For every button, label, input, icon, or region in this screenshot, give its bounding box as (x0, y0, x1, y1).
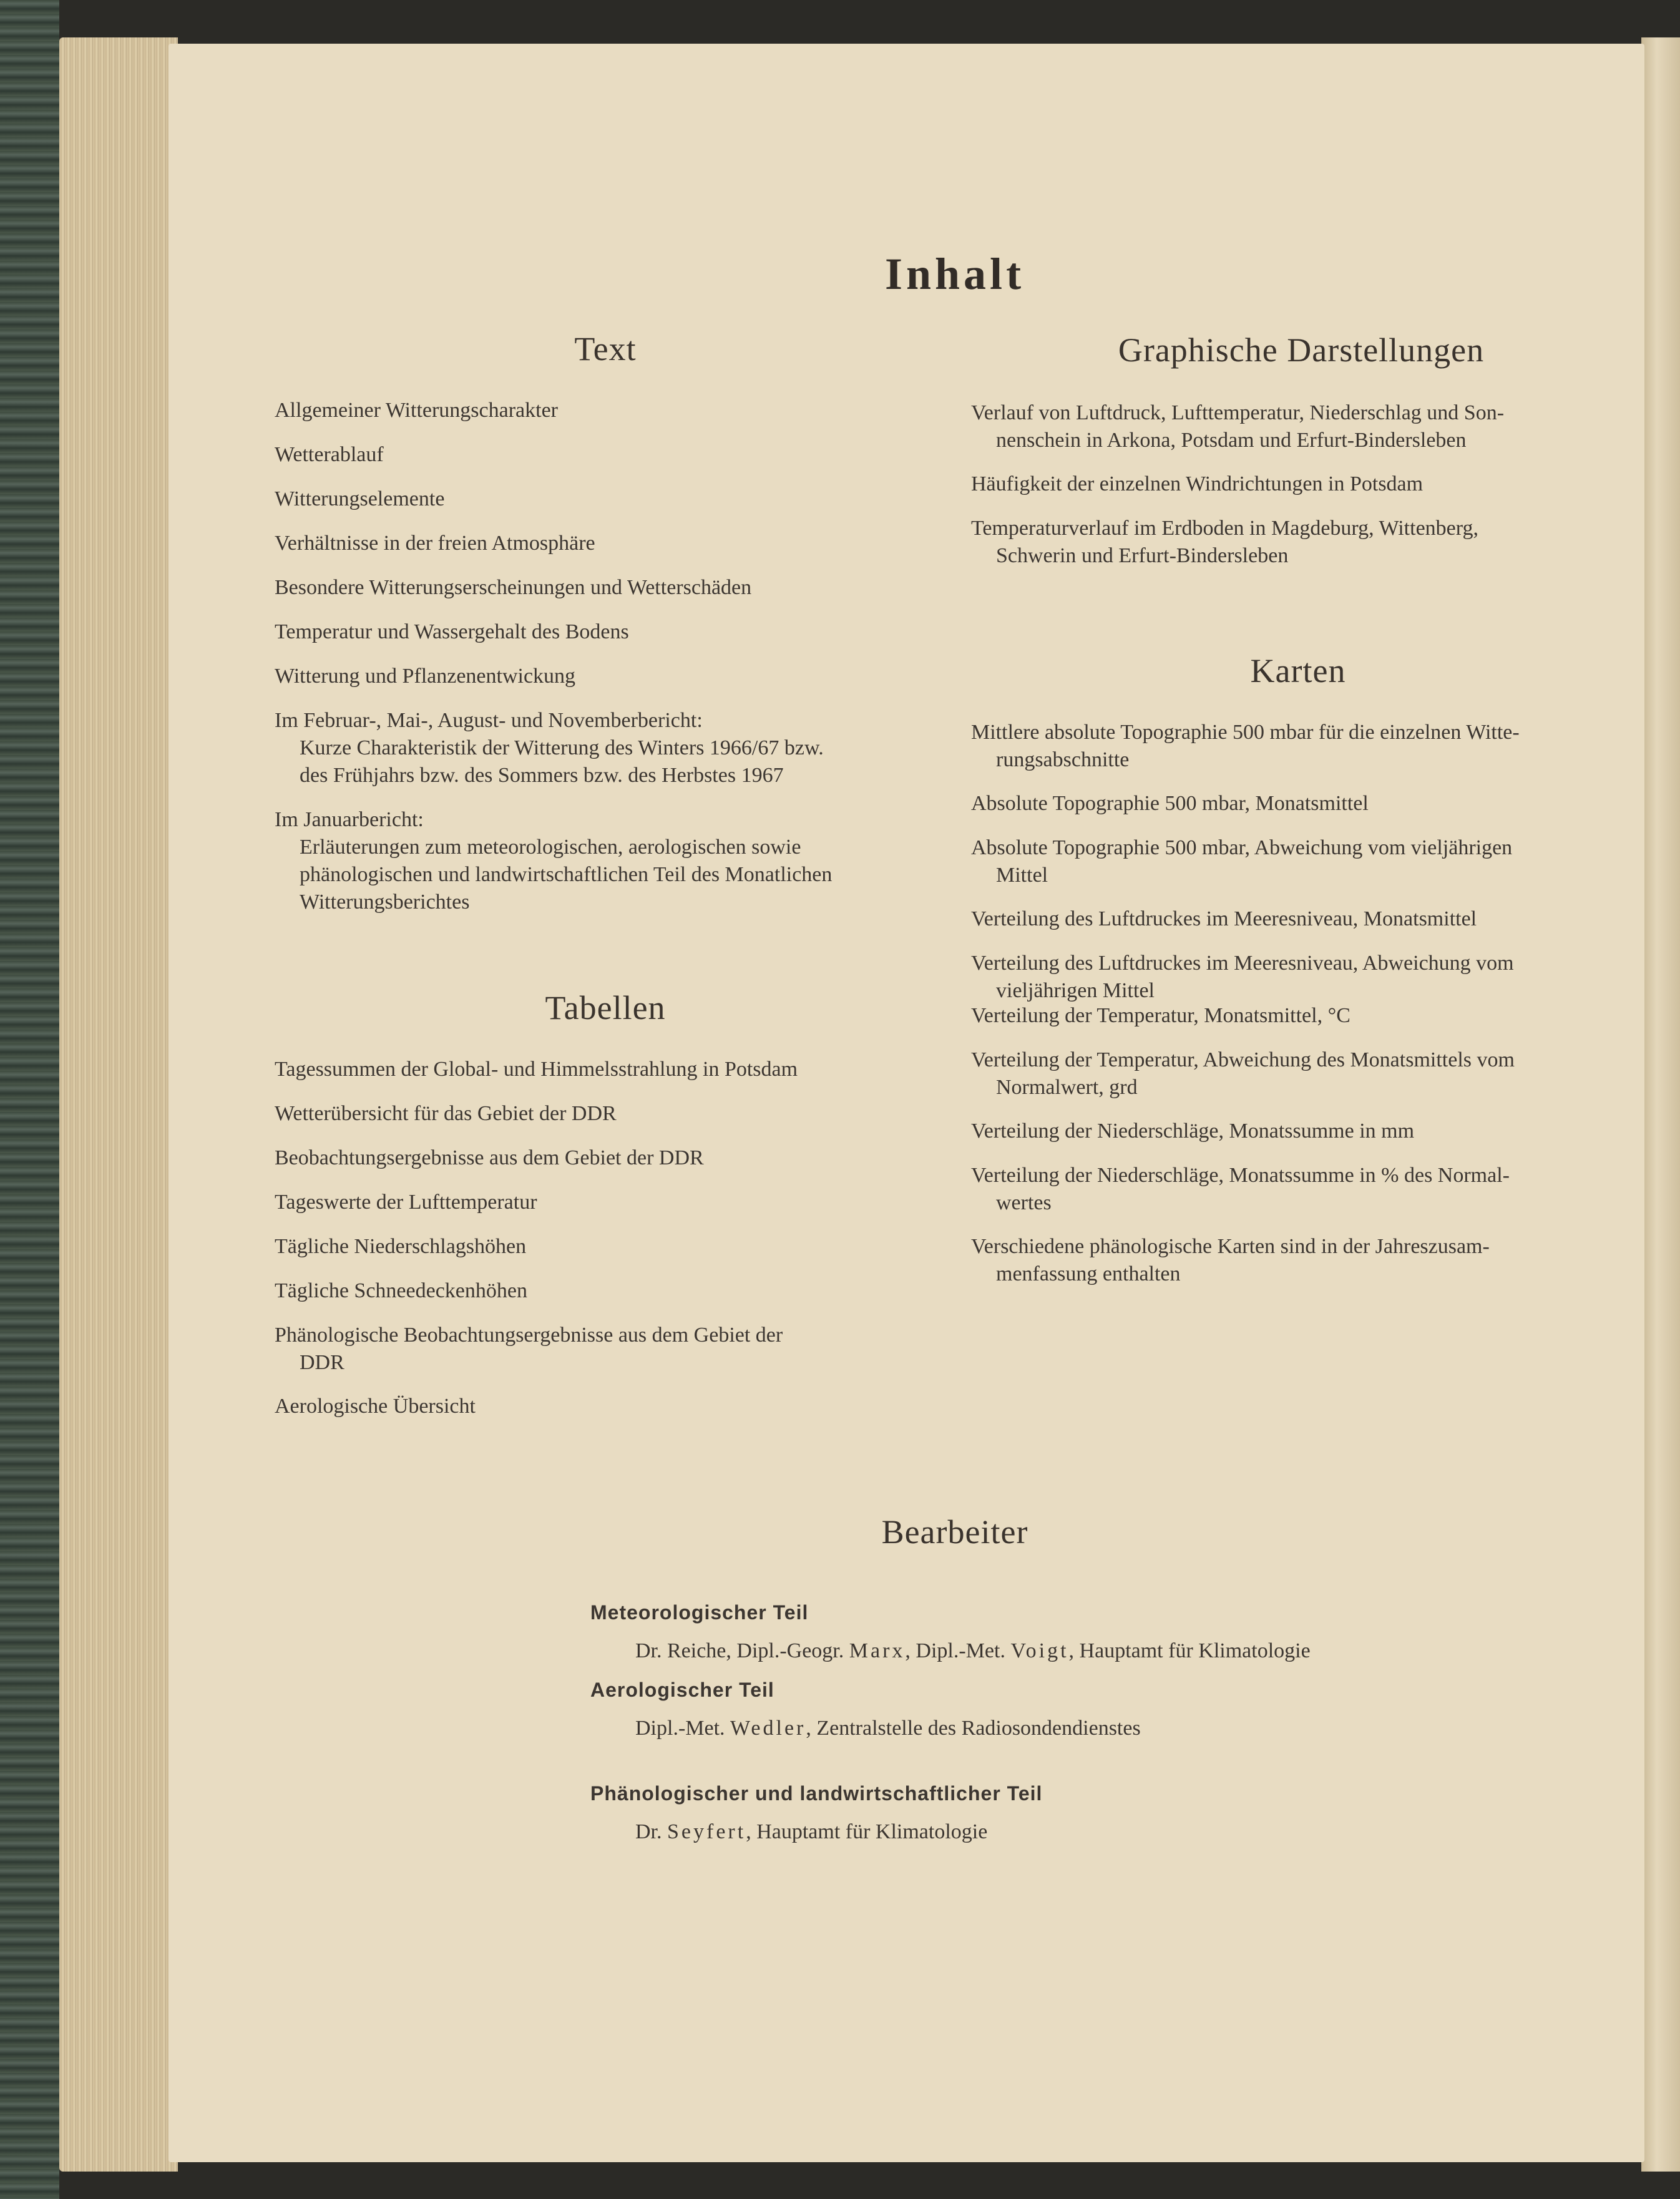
karten-line: Normalwert, grd (996, 1076, 1138, 1099)
karten-line: Absolute Topographie 500 mbar, Monatsmittel (971, 792, 1369, 815)
karten-line: Mittlere absolute Topographie 500 mbar für die einzelnen Witte- (971, 721, 1520, 744)
list-item: Tägliche Schneedeckenhöhen (275, 1279, 527, 1302)
editor-name: Seyfert (667, 1820, 746, 1843)
book-binding (0, 0, 59, 2199)
phaeno-line: DDR (300, 1351, 344, 1374)
list-item: Häufigkeit der einzelnen Windrichtungen in Potsdam (971, 472, 1424, 495)
list-item (971, 399, 1629, 454)
january-report-line: Witterungsberichtes (300, 890, 470, 914)
january-report-line: Erläuterungen zum meteorologischen, aerologischen sowie (300, 836, 801, 859)
list-item: Temperatur und Wassergehalt des Bodens (275, 620, 629, 643)
list-item: Aerologische Übersicht (275, 1395, 476, 1418)
karten-line: Verteilung der Temperatur, Abweichung des Monatsmittels vom (971, 1048, 1515, 1071)
editor-name: Wedler (730, 1717, 806, 1740)
list-item: Tagessummen der Global- und Himmelsstrahlung in Potsdam (275, 1058, 798, 1081)
list-item: Witterung und Pflanzenentwickung (275, 665, 576, 688)
list-item: Wetterablauf (275, 443, 384, 466)
list-item-phaenologische (275, 1322, 936, 1377)
karten-line: Verteilung der Niederschläge, Monatssumme in % des Normal- (971, 1164, 1510, 1187)
phaeno-editors (635, 1818, 987, 1846)
list-item (971, 1118, 1629, 1145)
list-item: Witterungselemente (275, 487, 445, 510)
phaeno-text: , Hauptamt für Klimatologie (746, 1820, 988, 1843)
aero-label: Aerologischer Teil (590, 1679, 774, 1701)
list-item (971, 1162, 1629, 1217)
graphische-line: Verlauf von Luftdruck, Lufttemperatur, Niederschlag und Son- (971, 401, 1505, 424)
karten-line: Absolute Topographie 500 mbar, Abweichung vom vieljährigen (971, 836, 1513, 859)
list-item: Tageswerte der Lufttemperatur (275, 1191, 537, 1214)
list-item (971, 790, 1629, 817)
meteo-text: Dr. Reiche, Dipl.-Geogr. (635, 1639, 849, 1662)
text-heading: Text (574, 330, 637, 368)
phaeno-text: Dr. (635, 1820, 667, 1843)
next-page-edge (1641, 37, 1680, 2172)
karten-line: menfassung enthalten (996, 1262, 1181, 1285)
aero-text: Dipl.-Met. (635, 1717, 731, 1740)
karten-line: wertes (996, 1191, 1052, 1214)
phaeno-line: Phänologische Beobachtungsergebnisse aus dem Gebiet der (275, 1324, 783, 1347)
karten-line: Verteilung des Luftdruckes im Meeresniveau, Abweichung vom (971, 952, 1514, 975)
january-report-lead: Im Januarbericht: (275, 808, 424, 831)
list-item-january-report (275, 806, 936, 916)
list-item (971, 905, 1629, 933)
karten-line: rungsabschnitte (996, 748, 1130, 771)
karten-line: Mittel (996, 864, 1048, 887)
karten-line: Verteilung der Niederschläge, Monatssumme in mm (971, 1119, 1415, 1143)
list-item (971, 719, 1629, 774)
list-item (971, 1046, 1629, 1101)
graphische-line: Temperaturverlauf im Erdboden in Magdeburg, Wittenberg, (971, 517, 1478, 540)
bearbeiter-heading: Bearbeiter (881, 1513, 1028, 1551)
list-item (971, 834, 1629, 889)
meteo-editors (635, 1637, 1311, 1665)
list-item: Wetterübersicht für das Gebiet der DDR (275, 1102, 617, 1125)
editor-name: Voigt (1010, 1639, 1069, 1662)
aero-editors (635, 1715, 1141, 1742)
list-item: Tägliche Niederschlagshöhen (275, 1235, 527, 1258)
list-item (971, 1233, 1629, 1288)
list-item (971, 515, 1629, 570)
karten-line: Verschiedene phänologische Karten sind in der Jahreszusam- (971, 1235, 1490, 1258)
karten-heading: Karten (1250, 652, 1346, 690)
list-item: Besondere Witterungserscheinungen und Wetterschäden (275, 576, 752, 599)
karten-line: Verteilung des Luftdruckes im Meeresniveau, Monatsmittel (971, 907, 1477, 930)
graphische-heading: Graphische Darstellungen (1118, 331, 1485, 369)
january-report-line: phänologischen und landwirtschaftlichen Teil des Monatlichen (300, 863, 833, 886)
list-item: Verhältnisse in der freien Atmosphäre (275, 532, 595, 555)
karten-line: Verteilung der Temperatur, Monatsmittel, °C (971, 1004, 1350, 1027)
list-item: Beobachtungsergebnisse aus dem Gebiet der DDR (275, 1146, 704, 1169)
meteo-text: , Hauptamt für Klimatologie (1068, 1639, 1311, 1662)
page-title: Inhalt (884, 249, 1025, 299)
karten-line: vieljährigen Mittel (996, 979, 1155, 1002)
phaeno-label: Phänologischer und landwirtschaftlicher Teil (590, 1782, 1043, 1805)
page-edges (59, 37, 178, 2172)
february-report-line: des Frühjahrs bzw. des Sommers bzw. des Herbstes 1967 (300, 764, 784, 787)
list-item-february-report (275, 707, 936, 789)
list-item: Allgemeiner Witterungscharakter (275, 399, 558, 422)
february-report-line: Kurze Charakteristik der Witterung des Winters 1966/67 bzw. (300, 736, 824, 759)
february-report-lead: Im Februar-, Mai-, August- und Novemberbericht: (275, 709, 703, 732)
meteo-text: , Dipl.-Met. (905, 1639, 1011, 1662)
list-item (971, 950, 1629, 1005)
aero-text: , Zentralstelle des Radiosondendienstes (806, 1717, 1141, 1740)
tabellen-heading: Tabellen (545, 989, 666, 1026)
meteo-label: Meteorologischer Teil (590, 1601, 809, 1624)
graphische-line: Schwerin und Erfurt-Bindersleben (996, 544, 1289, 567)
list-item (971, 1002, 1629, 1030)
graphische-line: nenschein in Arkona, Potsdam und Erfurt-Bindersleben (996, 429, 1467, 452)
editor-name: Marx (849, 1639, 906, 1662)
